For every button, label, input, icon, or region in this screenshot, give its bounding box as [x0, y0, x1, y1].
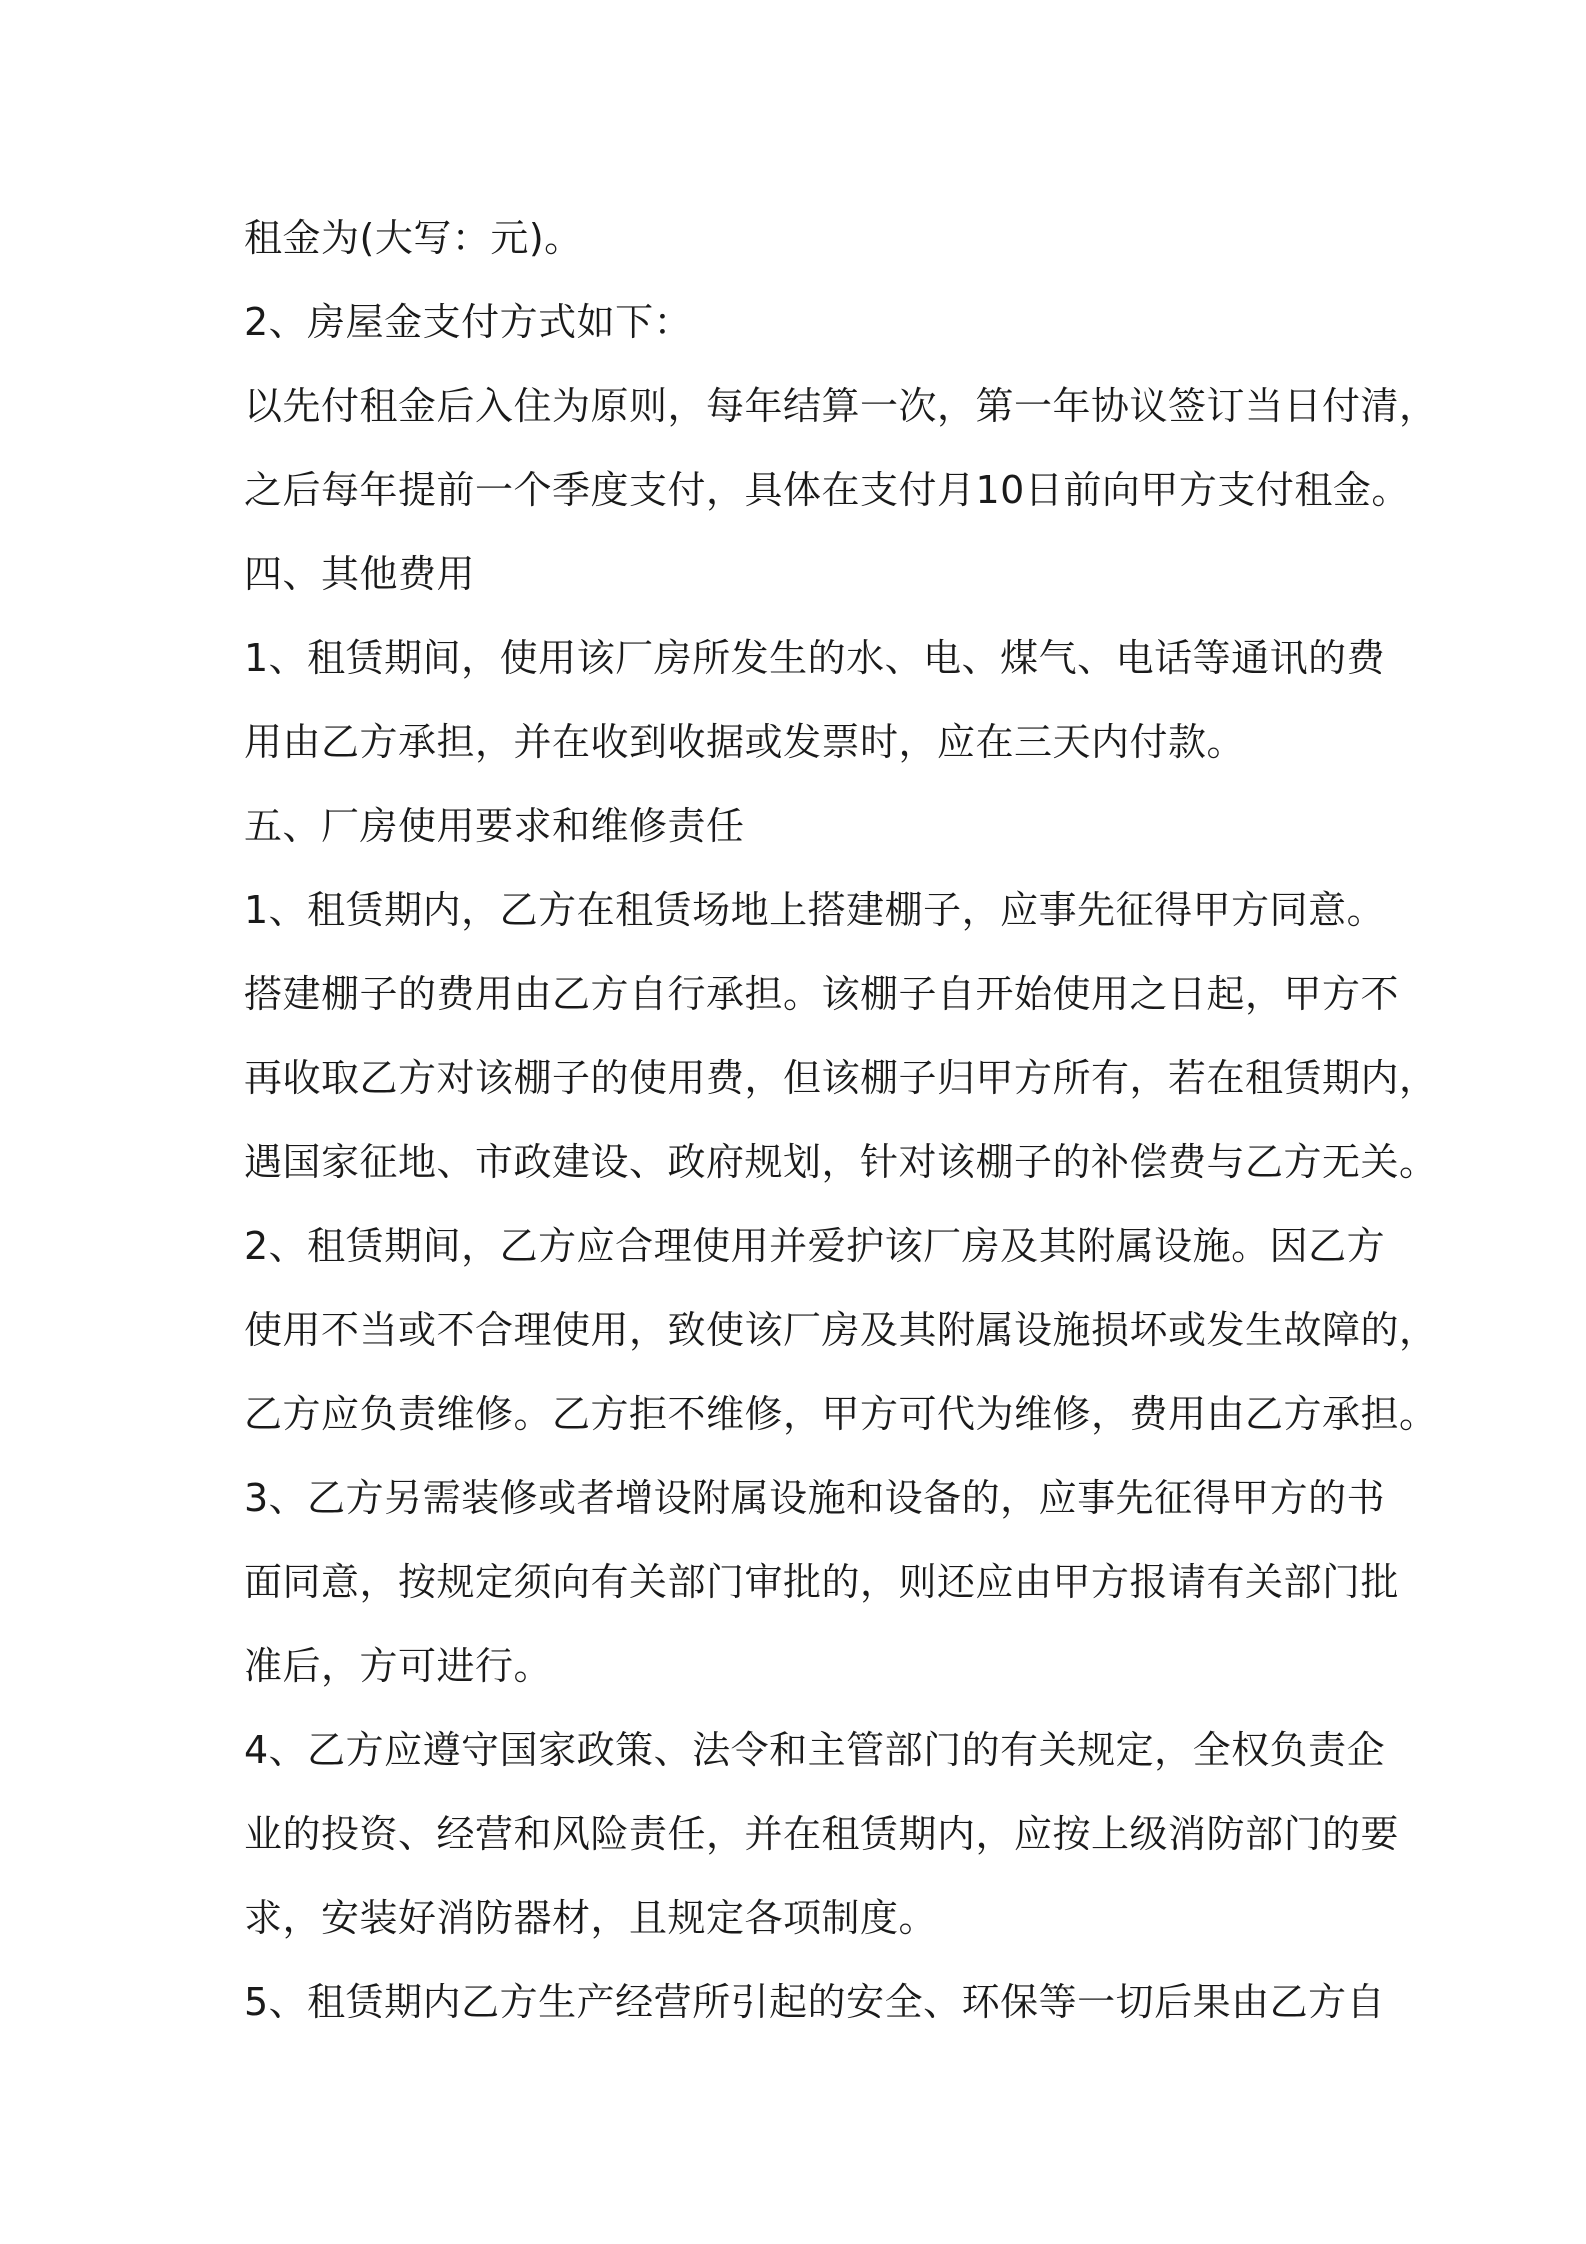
- text-line: 乙方应负责维修。乙方拒不维修，甲方可代为维修，费用由乙方承担。: [244, 1392, 1438, 1436]
- text-line: 2、租赁期间，乙方应合理使用并爱护该厂房及其附属设施。因乙方: [244, 1224, 1386, 1268]
- document-body: [244, 196, 1438, 2044]
- text-line: 之后每年提前一个季度支付，具体在支付月10日前向甲方支付租金。: [244, 468, 1410, 512]
- text-line: 1、租赁期内，乙方在租赁场地上搭建棚子，应事先征得甲方同意。: [244, 888, 1386, 932]
- text-line: 遇国家征地、市政建设、政府规划，针对该棚子的补偿费与乙方无关。: [244, 1140, 1438, 1184]
- text-line: 4、乙方应遵守国家政策、法令和主管部门的有关规定，全权负责企: [244, 1728, 1386, 1772]
- text-line: 面同意，按规定须向有关部门审批的，则还应由甲方报请有关部门批: [244, 1560, 1400, 1604]
- section-heading: 四、其他费用: [244, 552, 476, 596]
- text-line: 用由乙方承担，并在收到收据或发票时，应在三天内付款。: [244, 720, 1246, 764]
- text-line: 以先付租金后入住为原则，每年结算一次，第一年协议签订当日付清，: [244, 384, 1438, 428]
- text-line: 3、乙方另需装修或者增设附属设施和设备的，应事先征得甲方的书: [244, 1476, 1386, 1520]
- text-line: 2、房屋金支付方式如下：: [244, 300, 693, 344]
- text-line: 租金为(大写：元)。: [244, 216, 583, 260]
- text-line: 1、租赁期间，使用该厂房所发生的水、电、煤气、电话等通讯的费: [244, 636, 1386, 680]
- text-line: 使用不当或不合理使用，致使该厂房及其附属设施损坏或发生故障的，: [244, 1308, 1438, 1352]
- section-heading: 五、厂房使用要求和维修责任: [244, 804, 745, 848]
- text-line: 业的投资、经营和风险责任，并在租赁期内，应按上级消防部门的要: [244, 1812, 1400, 1856]
- text-line: 搭建棚子的费用由乙方自行承担。该棚子自开始使用之日起，甲方不: [244, 972, 1400, 1016]
- text-line: 再收取乙方对该棚子的使用费，但该棚子归甲方所有，若在租赁期内，: [244, 1056, 1438, 1100]
- text-line: 5、租赁期内乙方生产经营所引起的安全、环保等一切后果由乙方自: [244, 1980, 1386, 2024]
- text-line: 求，安装好消防器材，且规定各项制度。: [244, 1896, 938, 1940]
- text-line: 准后，方可进行。: [244, 1644, 553, 1688]
